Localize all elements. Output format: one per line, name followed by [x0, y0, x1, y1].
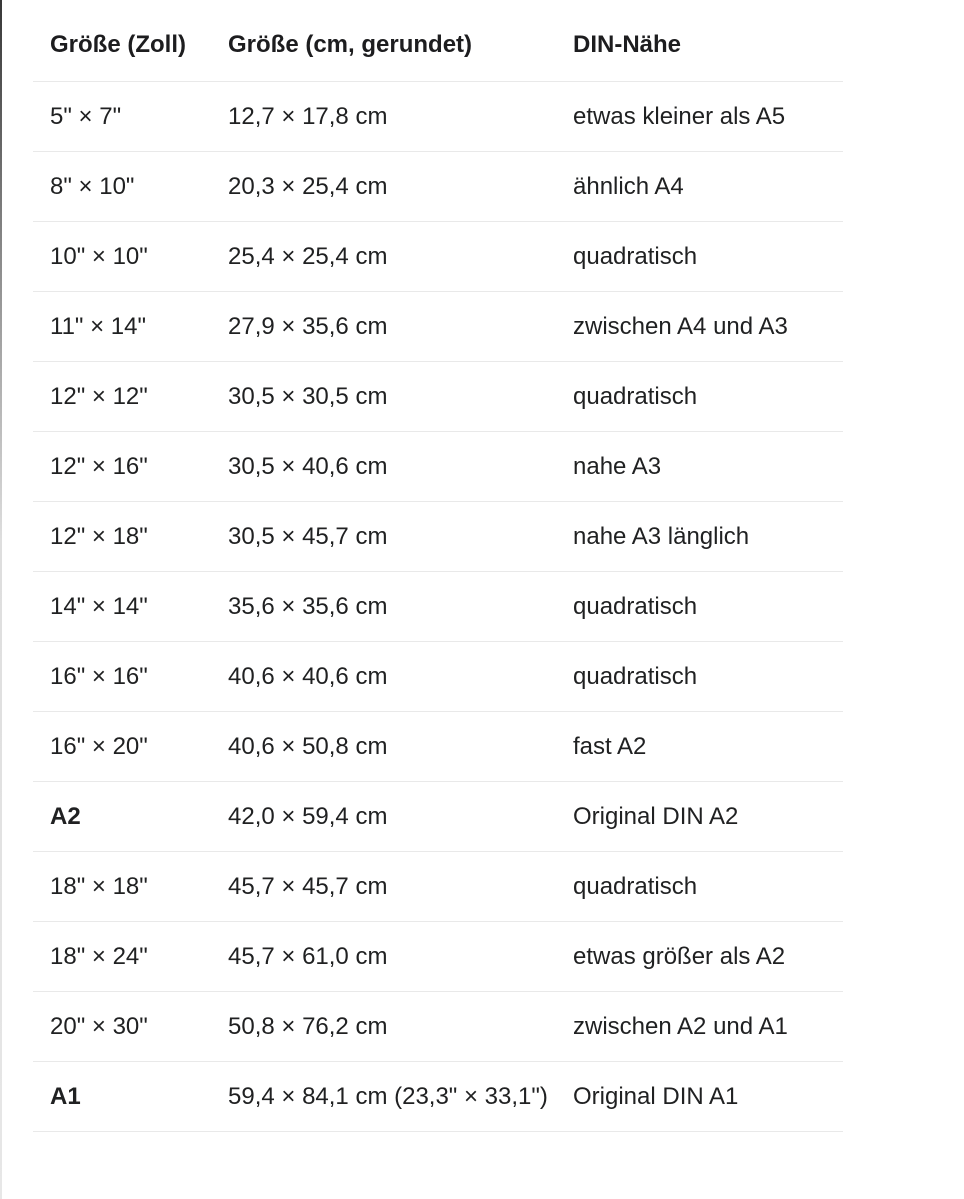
column-header-size-cm: Größe (cm, gerundet) — [228, 31, 473, 58]
cell-din: nahe A3 — [573, 453, 662, 480]
table-row — [33, 362, 843, 432]
cell-din: zwischen A4 und A3 — [573, 313, 788, 340]
print-size-table — [33, 0, 843, 1132]
cell-size-cm: 40,6 × 40,6 cm — [228, 663, 388, 690]
cell-din: quadratisch — [573, 383, 698, 410]
table-row — [33, 572, 843, 642]
cell-size-inch: A2 — [50, 803, 81, 830]
cell-size-cm: 25,4 × 25,4 cm — [228, 243, 388, 270]
table-row — [33, 922, 843, 992]
cell-size-inch: 8" × 10" — [50, 173, 135, 200]
cell-size-inch: 11" × 14" — [50, 313, 146, 340]
cell-din: quadratisch — [573, 663, 698, 690]
table-row — [33, 432, 843, 502]
cell-size-inch: 16" × 20" — [50, 733, 148, 760]
cell-size-inch: 16" × 16" — [50, 663, 148, 690]
cell-din: zwischen A2 und A1 — [573, 1013, 788, 1040]
table-row — [33, 222, 843, 292]
cell-size-cm: 40,6 × 50,8 cm — [228, 733, 388, 760]
cell-size-cm: 45,7 × 45,7 cm — [228, 873, 388, 900]
cell-din: quadratisch — [573, 243, 698, 270]
cell-din: quadratisch — [573, 593, 698, 620]
cell-din: ähnlich A4 — [573, 173, 684, 200]
cell-size-inch: 18" × 24" — [50, 943, 148, 970]
cell-size-inch: 12" × 16" — [50, 453, 148, 480]
table-row — [33, 82, 843, 152]
cell-size-inch: 14" × 14" — [50, 593, 148, 620]
column-header-din-proximity: DIN-Nähe — [573, 31, 682, 58]
cell-din: Original DIN A2 — [573, 803, 739, 830]
table-row — [33, 782, 843, 852]
cell-size-cm: 35,6 × 35,6 cm — [228, 593, 388, 620]
cell-size-inch: 18" × 18" — [50, 873, 148, 900]
cell-size-inch: 10" × 10" — [50, 243, 148, 270]
cell-din: nahe A3 länglich — [573, 523, 750, 550]
cell-size-cm: 45,7 × 61,0 cm — [228, 943, 388, 970]
cell-size-inch: 12" × 18" — [50, 523, 148, 550]
table-row — [33, 642, 843, 712]
table-header-row — [33, 0, 843, 82]
table-header — [33, 0, 843, 82]
cell-size-cm: 27,9 × 35,6 cm — [228, 313, 388, 340]
table-row — [33, 502, 843, 572]
cell-size-inch: 5" × 7" — [50, 103, 122, 130]
cell-din: fast A2 — [573, 733, 647, 760]
table-row — [33, 992, 843, 1062]
cell-size-inch: 12" × 12" — [50, 383, 148, 410]
cell-size-cm: 59,4 × 84,1 cm (23,3" × 33,1") — [228, 1083, 548, 1110]
cell-size-cm: 12,7 × 17,8 cm — [228, 103, 388, 130]
cell-size-cm: 20,3 × 25,4 cm — [228, 173, 388, 200]
table-row — [33, 152, 843, 222]
table-row — [33, 712, 843, 782]
table-body — [33, 82, 843, 1132]
cell-din: quadratisch — [573, 873, 698, 900]
cell-din: Original DIN A1 — [573, 1083, 739, 1110]
cell-size-cm: 50,8 × 76,2 cm — [228, 1013, 388, 1040]
table-row — [33, 1062, 843, 1132]
table-row — [33, 852, 843, 922]
cell-size-cm: 30,5 × 40,6 cm — [228, 453, 388, 480]
cell-size-cm: 42,0 × 59,4 cm — [228, 803, 388, 830]
cell-din: etwas kleiner als A5 — [573, 103, 786, 130]
cell-din: etwas größer als A2 — [573, 943, 786, 970]
table-row — [33, 292, 843, 362]
cell-size-cm: 30,5 × 45,7 cm — [228, 523, 388, 550]
cell-size-inch: A1 — [50, 1083, 81, 1110]
cell-size-cm: 30,5 × 30,5 cm — [228, 383, 388, 410]
cell-size-inch: 20" × 30" — [50, 1013, 148, 1040]
column-header-size-inch: Größe (Zoll) — [50, 31, 186, 58]
screen-edge-artifact — [0, 0, 2, 1199]
